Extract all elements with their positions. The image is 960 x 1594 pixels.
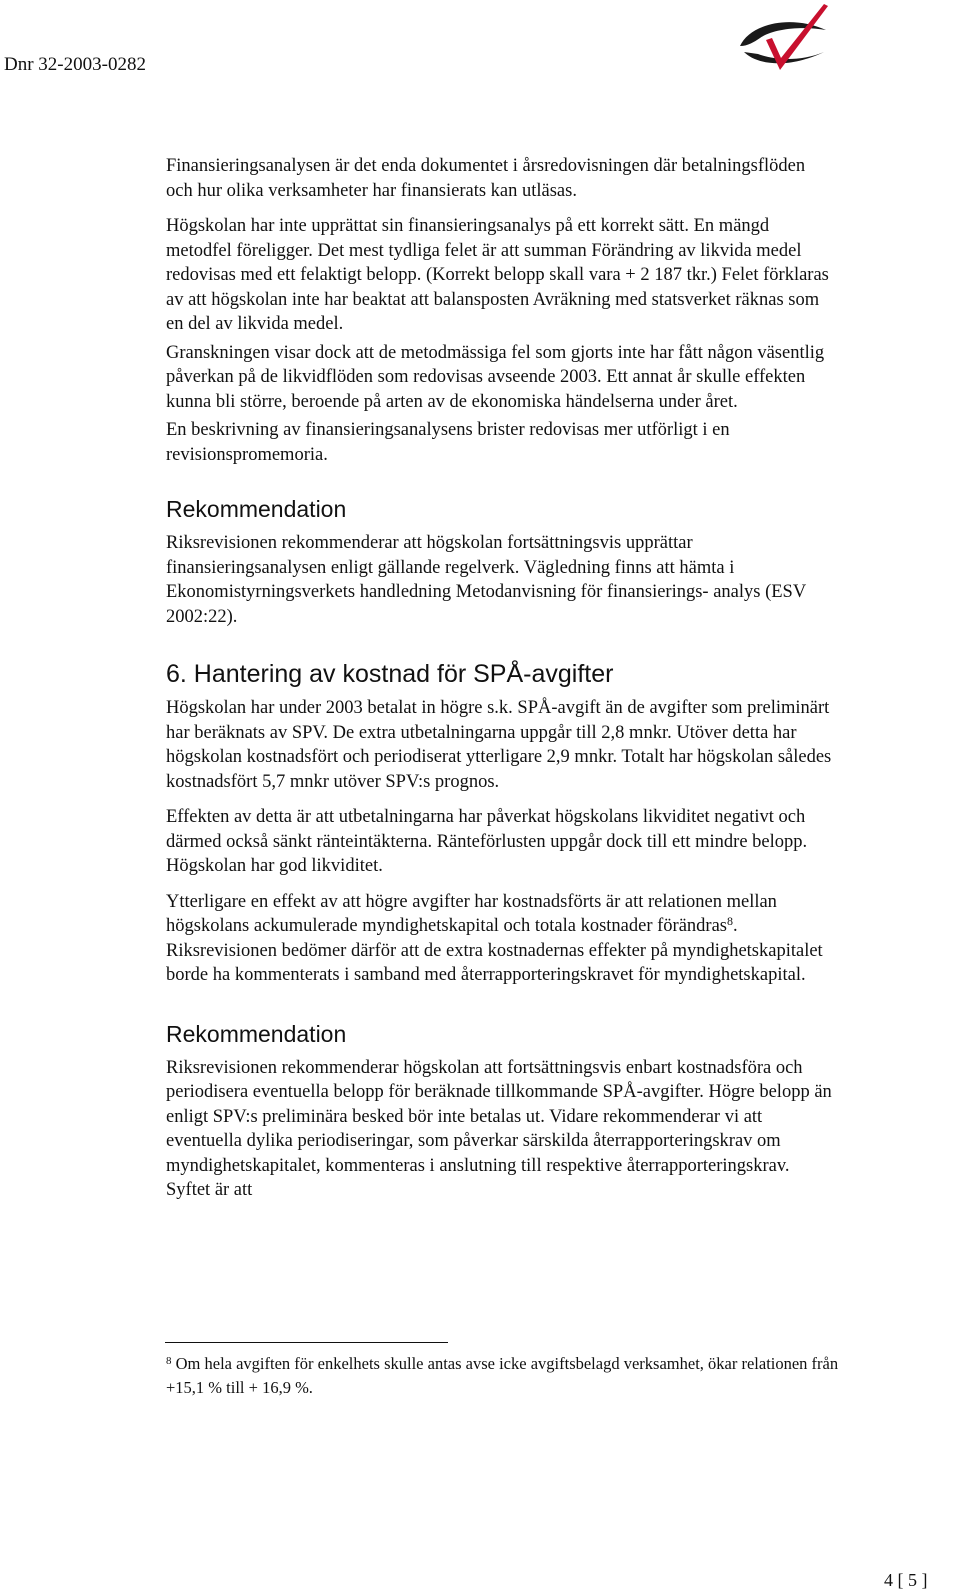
- paragraph-text: Ytterligare en effekt av att högre avgifter har kostnadsförts är att relationen mellan högskolans ackumulerade myndighetskapital och totala kostnader förändras: [166, 891, 777, 936]
- recommendation-heading: Rekommendation: [166, 496, 347, 522]
- recommendation-heading: Rekommendation: [166, 1020, 347, 1047]
- footnote: [166, 1352, 846, 1400]
- checkmark-logo-icon: [736, 0, 832, 76]
- section-heading: 6. Hantering av kostnad för SPÅ-avgifter: [166, 660, 614, 688]
- paragraph: En beskrivning av finansieringsanalysens brister redovisas mer utförligt i en revisionspromemoria.: [166, 420, 730, 465]
- recommendation-text: Riksrevisionen rekommenderar högskolan att fortsättningsvis enbart kostnadsföra och periodisera eventuella belopp för beräknade tillkommande SPÅ-avgifter. Högre belopp än enligt SPV:s preliminära besked bör inte betalas ut. Vidare rekommenderar vi att eventuella dylika periodiseringar, som påverkar särskilda återrapporteringskrav om myndighetskapitalet, kommenteras i anslutning till respektive återrapporteringskrav. Syftet är att: [166, 1057, 832, 1200]
- paragraph: Effekten av detta är att utbetalningarna har påverkat högskolans likviditet negativt och därmed också sänkt ränteintäkterna. Ränteförlusten uppgår dock till ett mindre belopp. Högskolan har god likviditet.: [166, 807, 808, 876]
- footnote-number: 8: [166, 1355, 172, 1367]
- footnote-divider: [165, 1342, 448, 1343]
- paragraph: [166, 890, 836, 988]
- paragraph: Finansieringsanalysen är det enda dokumentet i årsredovisningen där betalningsflöden och hur olika verksamheter har finansierats kan utläsas.: [166, 156, 806, 201]
- page-number: 4 [ 5 ]: [884, 1570, 928, 1590]
- paragraph: Högskolan har under 2003 betalat in högre s.k. SPÅ-avgift än de avgifter som preliminärt har beräknats av SPV. De extra utbetalningarna uppgår till 2,8 mnkr. Utöver detta har högskolan kostnadsfört och periodiserat ytterligare 2,9 mnkr. Totalt har högskolan således kostnadsfört 5,7 mnkr utöver SPV:s prognos.: [166, 698, 832, 792]
- footnote-reference[interactable]: 8: [727, 914, 733, 928]
- paragraph: Högskolan har inte upprättat sin finansieringsanalys på ett korrekt sätt. En mängd metodfel föreligger. Det mest tydliga felet är att summan Förändring av likvida medel redovisas med ett felaktigt belopp. (Korrekt belopp skall vara + 2 187 tkr.) Felet förklaras av att högskolan inte har beaktat att balansposten Avräkning med statsverket räknas som en del av likvida medel.: [166, 216, 829, 334]
- footnote-text: Om hela avgiften för enkelhets skulle antas avse icke avgiftsbelagd verksamhet, ökar relationen från +15,1 % till + 16,9 %.: [166, 1354, 839, 1397]
- document-number: Dnr 32-2003-0282: [4, 54, 146, 75]
- paragraph-text: . Riksrevisionen bedömer därför att de extra kostnadernas effekter på myndighetskapitalet borde ha kommenterats i samband med återrapporteringskravet för myndighetskapital.: [166, 916, 823, 985]
- page-body: [166, 154, 836, 1214]
- recommendation-text: Riksrevisionen rekommenderar att högskolan fortsättningsvis upprättar finansieringsanalysen enligt gällande regelverk. Vägledning finns att hämta i Ekonomistyrningsverkets handledning Metodanvisning för finansierings- analys (ESV 2002:22).: [166, 533, 806, 627]
- paragraph: Granskningen visar dock att de metodmässiga fel som gjorts inte har fått någon väsentlig påverkan på de likvidflöden som redovisas avseende 2003. Ett annat år skulle effekten kunna bli större, beroende på arten av de ekonomiska händelserna under året.: [166, 342, 825, 412]
